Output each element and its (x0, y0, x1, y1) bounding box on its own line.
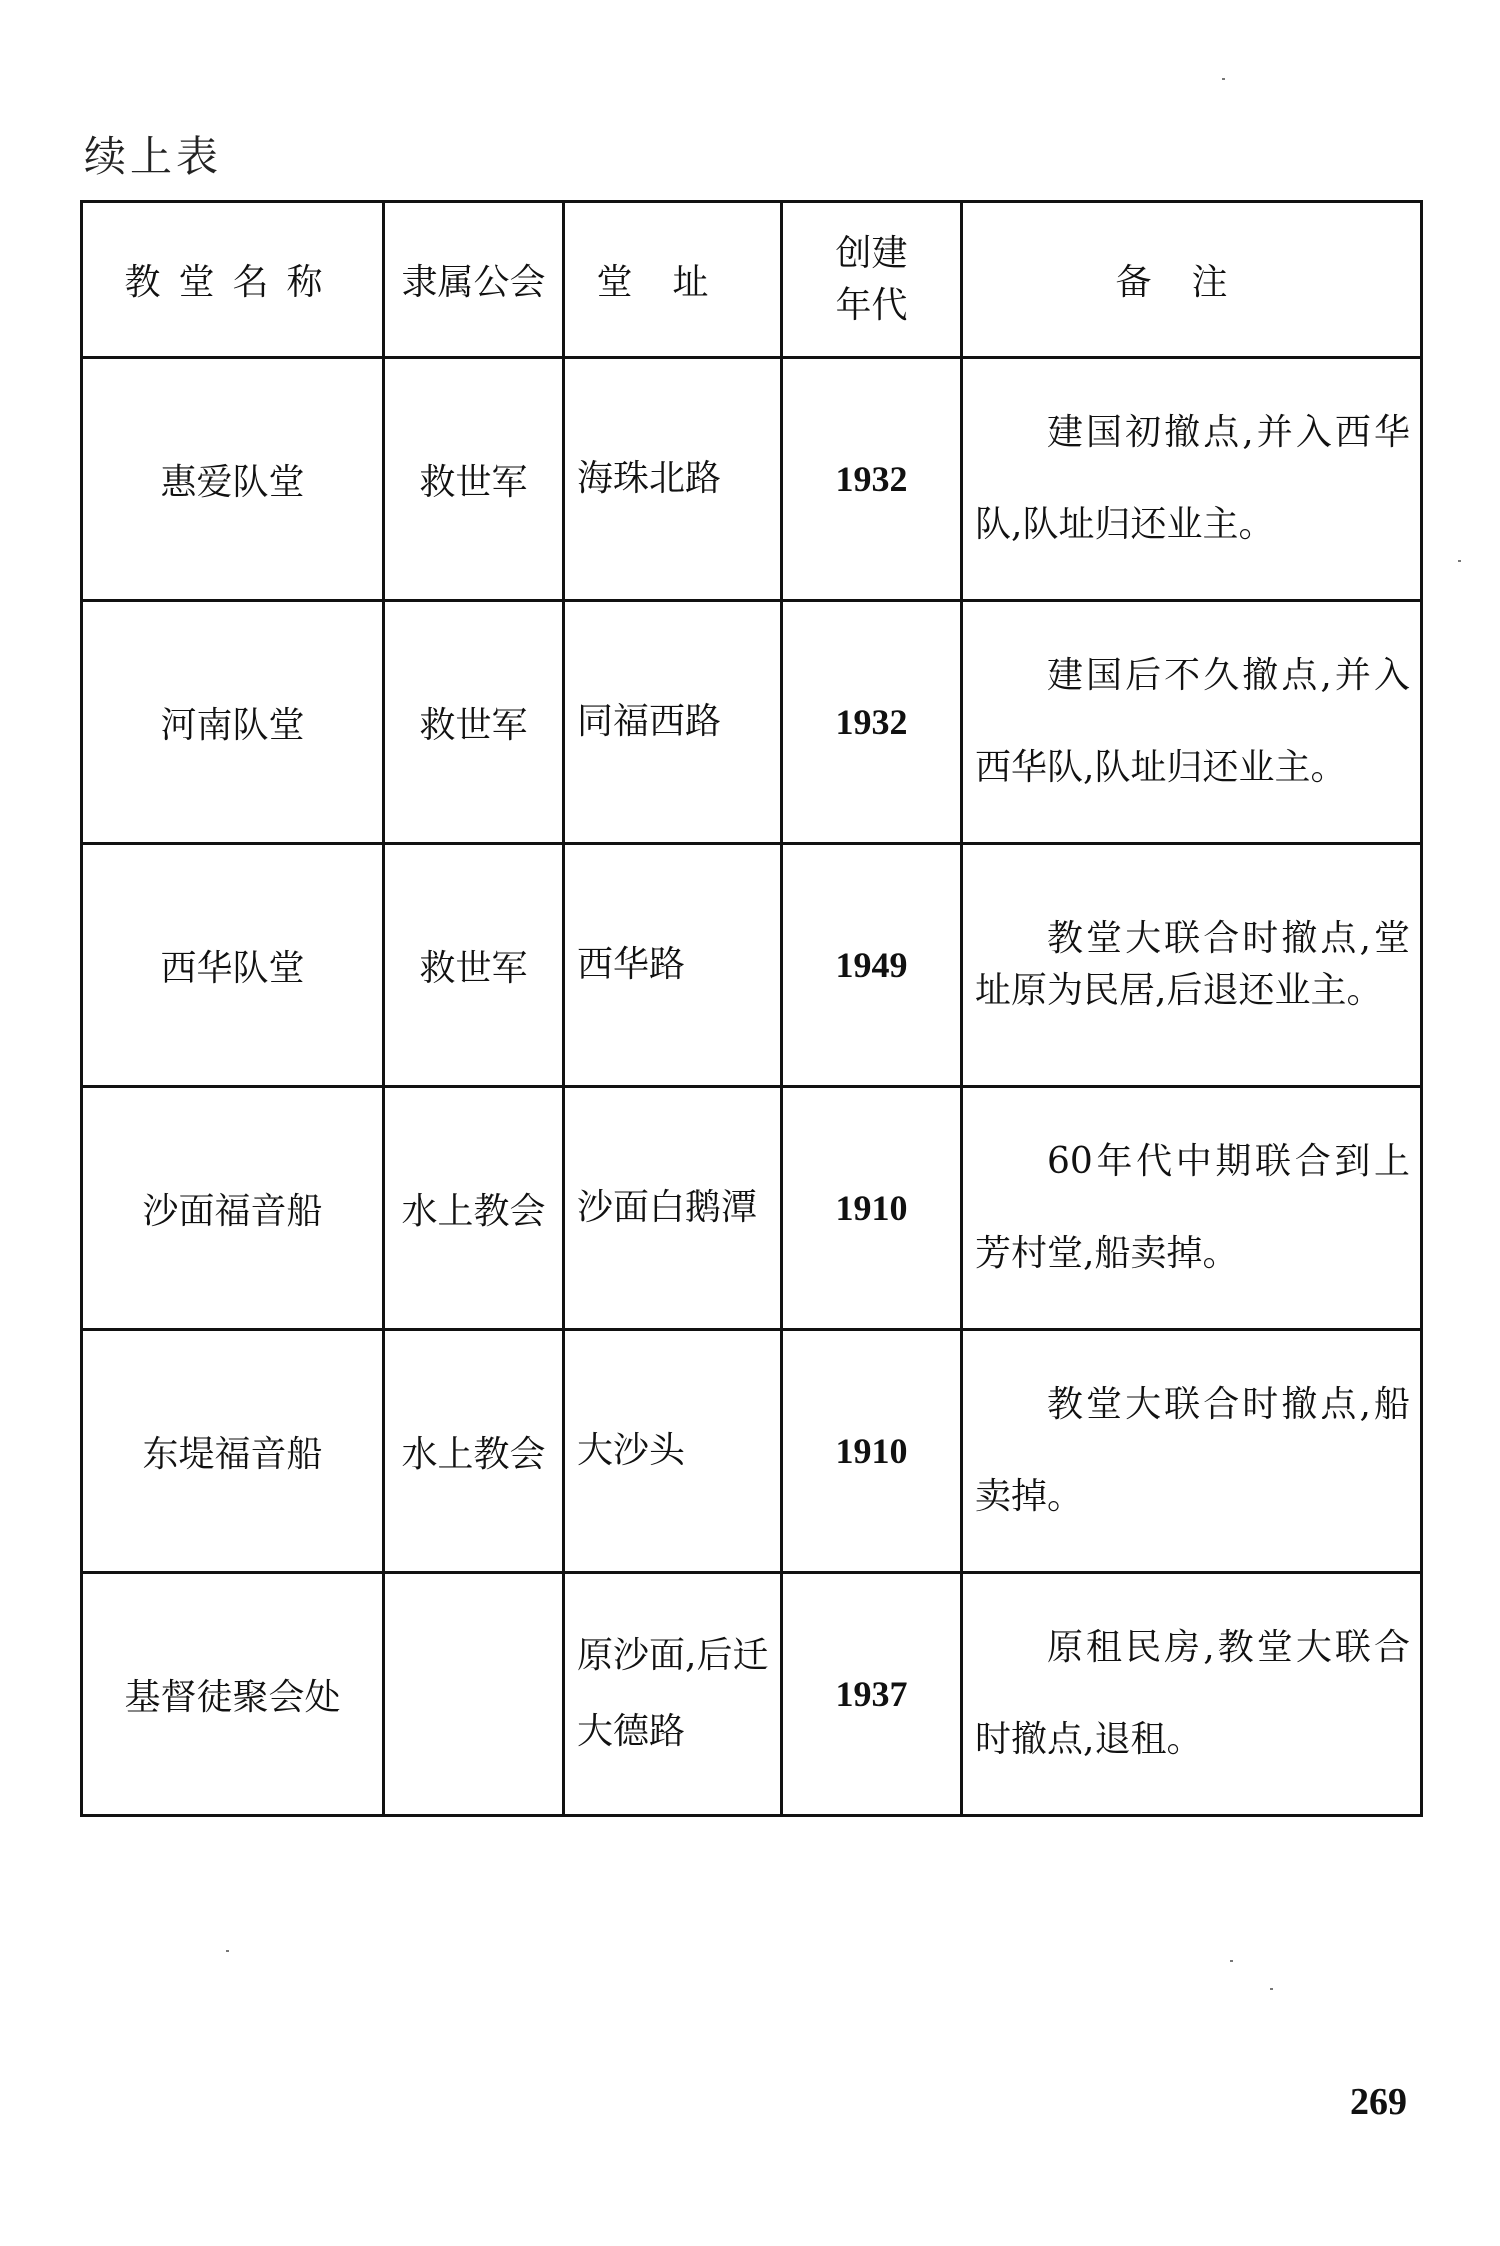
cell-address: 沙面白鹅潭 (564, 1087, 782, 1330)
cell-address: 大沙头 (564, 1330, 782, 1573)
church-table (80, 200, 1423, 1817)
cell-note: 教堂大联合时撤点,堂址原为民居,后退还业主。 (962, 844, 1422, 1087)
cell-note: 教堂大联合时撤点,船卖掉。 (962, 1330, 1422, 1573)
header-church-name: 教堂名称 (82, 202, 384, 358)
cell-note: 建国初撤点,并入西华队,队址归还业主。 (962, 358, 1422, 601)
cell-address: 海珠北路 (564, 358, 782, 601)
cell-note: 建国后不久撤点,并入西华队,队址归还业主。 (962, 601, 1422, 844)
cell-address: 同福西路 (564, 601, 782, 844)
cell-address: 原沙面,后迁大德路 (564, 1573, 782, 1816)
scan-speck (1458, 560, 1461, 562)
cell-church-name: 惠爱队堂 (82, 358, 384, 601)
header-year (782, 202, 962, 358)
header-year-line1: 创建 (835, 232, 908, 274)
table-row (82, 601, 1422, 844)
cell-year: 1910 (782, 1330, 962, 1573)
cell-affiliation: 水上教会 (384, 1330, 564, 1573)
table-row (82, 1330, 1422, 1573)
table-header-row (82, 202, 1422, 358)
scan-speck (1222, 78, 1225, 80)
cell-church-name: 基督徒聚会处 (82, 1573, 384, 1816)
table-row (82, 844, 1422, 1087)
cell-note: 60年代中期联合到上芳村堂,船卖掉。 (962, 1087, 1422, 1330)
cell-year: 1910 (782, 1087, 962, 1330)
header-year-line2: 年代 (835, 284, 908, 326)
table-row (82, 358, 1422, 601)
cell-year: 1937 (782, 1573, 962, 1816)
scan-speck (1230, 1960, 1233, 1962)
table-row (82, 1087, 1422, 1330)
cell-affiliation: 救世军 (384, 844, 564, 1087)
cell-affiliation: 救世军 (384, 601, 564, 844)
cell-note: 原租民房,教堂大联合时撤点,退租。 (962, 1573, 1422, 1816)
scan-speck (226, 1950, 229, 1952)
table-continuation-caption: 续上表 (84, 132, 223, 181)
cell-church-name: 西华队堂 (82, 844, 384, 1087)
cell-church-name: 河南队堂 (82, 601, 384, 844)
cell-affiliation (384, 1573, 564, 1816)
cell-church-name: 东堤福音船 (82, 1330, 384, 1573)
header-address: 堂址 (564, 202, 782, 358)
header-note: 备注 (962, 202, 1422, 358)
cell-church-name: 沙面福音船 (82, 1087, 384, 1330)
scan-speck (1270, 1988, 1273, 1990)
cell-affiliation: 水上教会 (384, 1087, 564, 1330)
cell-affiliation: 救世军 (384, 358, 564, 601)
page-number: 269 (1350, 2081, 1407, 2123)
cell-year: 1932 (782, 358, 962, 601)
cell-year: 1949 (782, 844, 962, 1087)
header-affiliation: 隶属公会 (384, 202, 564, 358)
cell-year: 1932 (782, 601, 962, 844)
cell-address: 西华路 (564, 844, 782, 1087)
table-row (82, 1573, 1422, 1816)
